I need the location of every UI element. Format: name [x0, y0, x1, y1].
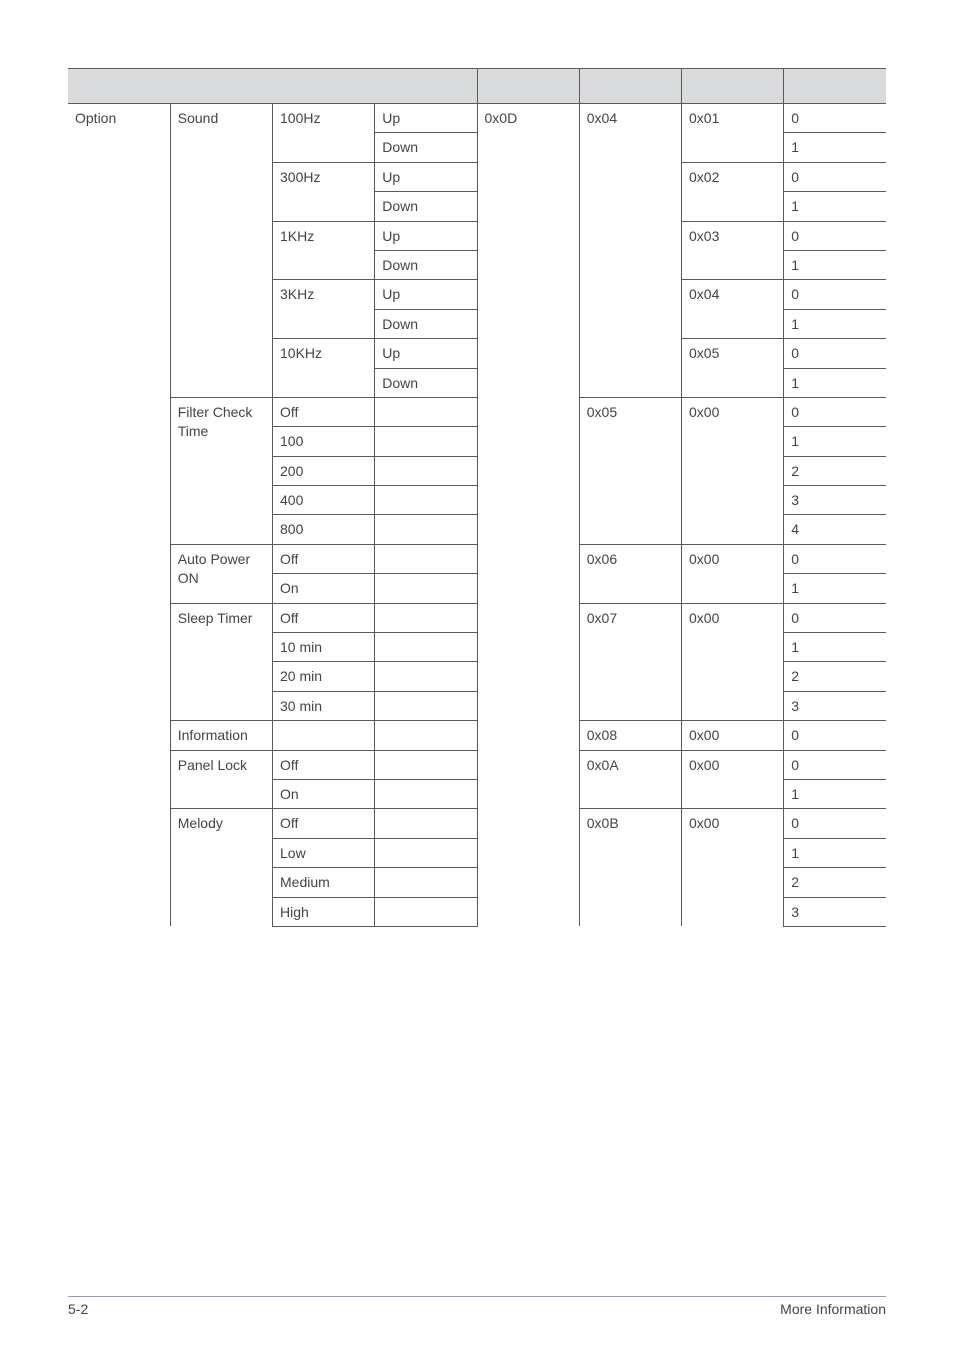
value-cell: 0 [784, 544, 886, 573]
item-melody-cell: Melody [170, 809, 272, 927]
empty-cell [375, 721, 477, 750]
code-cell: 0x05 [682, 339, 784, 398]
empty-cell [375, 633, 477, 662]
option-cell: 800 [273, 515, 375, 544]
group-option-cell: Option [75, 110, 117, 126]
empty-cell [375, 486, 477, 515]
value-cell: 3 [784, 486, 886, 515]
value-cell: 2 [784, 868, 886, 897]
section-title: More Information [780, 1301, 886, 1317]
sub-cmd-cell: 0x0A [579, 750, 681, 809]
empty-cell [375, 868, 477, 897]
value-cell: 4 [784, 515, 886, 544]
value-cell: 0 [784, 104, 886, 133]
direction-cell: Down [375, 309, 477, 338]
value-cell: 0 [784, 162, 886, 191]
option-cell: High [273, 897, 375, 926]
header-cell-cmd3 [682, 69, 784, 104]
option-cell: Off [273, 397, 375, 426]
item-panel-lock-cell: Panel Lock [170, 750, 272, 809]
band-cell: 100Hz [273, 104, 375, 163]
code-cell: 0x00 [682, 809, 784, 927]
option-cell: Off [273, 603, 375, 632]
footer-divider [68, 1296, 886, 1297]
table-header-row [68, 69, 886, 104]
option-cell: Low [273, 838, 375, 867]
empty-cell [375, 809, 477, 838]
code-cell: 0x00 [682, 603, 784, 721]
code-cell: 0x03 [682, 221, 784, 280]
code-cell: 0x01 [682, 104, 784, 163]
sub-cmd-cell: 0x05 [579, 397, 681, 544]
option-cell: On [273, 574, 375, 603]
empty-cell [375, 838, 477, 867]
value-cell: 0 [784, 721, 886, 750]
cmd-0x0d-cell: 0x0D [477, 104, 579, 927]
option-cell: Medium [273, 868, 375, 897]
option-cell: Off [273, 809, 375, 838]
empty-cell [375, 662, 477, 691]
value-cell: 1 [784, 309, 886, 338]
empty-cell [375, 779, 477, 808]
option-cell: 200 [273, 456, 375, 485]
code-cell: 0x00 [682, 397, 784, 544]
header-cell-cmd1 [477, 69, 579, 104]
code-cell: 0x00 [682, 750, 784, 809]
value-cell: 0 [784, 339, 886, 368]
value-cell: 0 [784, 750, 886, 779]
direction-cell: Up [375, 280, 477, 309]
empty-cell [375, 574, 477, 603]
sub-cmd-cell: 0x0B [579, 809, 681, 927]
item-filter-check-time-cell: Filter Check Time [170, 397, 272, 544]
value-cell: 1 [784, 368, 886, 397]
option-cell: 20 min [273, 662, 375, 691]
value-cell: 1 [784, 633, 886, 662]
value-cell: 0 [784, 809, 886, 838]
empty-cell [375, 691, 477, 720]
value-cell: 0 [784, 280, 886, 309]
value-cell: 1 [784, 779, 886, 808]
code-cell: 0x00 [682, 544, 784, 603]
value-cell: 1 [784, 427, 886, 456]
code-cell: 0x00 [682, 721, 784, 750]
band-cell: 1KHz [273, 221, 375, 280]
empty-cell [375, 515, 477, 544]
value-cell: 1 [784, 838, 886, 867]
value-cell: 0 [784, 221, 886, 250]
sub-cmd-cell: 0x06 [579, 544, 681, 603]
header-cell-cmd2 [579, 69, 681, 104]
empty-cell [375, 456, 477, 485]
code-cell: 0x04 [682, 280, 784, 339]
value-cell: 3 [784, 691, 886, 720]
page-number: 5-2 [68, 1301, 89, 1317]
sub-cmd-cell: 0x08 [579, 721, 681, 750]
option-cell: 400 [273, 486, 375, 515]
item-information-cell: Information [170, 721, 272, 750]
band-cell: 300Hz [273, 162, 375, 221]
value-cell: 2 [784, 456, 886, 485]
band-cell: 10KHz [273, 339, 375, 398]
direction-cell: Down [375, 133, 477, 162]
empty-cell [375, 750, 477, 779]
value-cell: 2 [784, 662, 886, 691]
direction-cell: Down [375, 250, 477, 279]
option-cell: On [273, 779, 375, 808]
empty-cell [375, 397, 477, 426]
direction-cell: Up [375, 162, 477, 191]
value-cell: 0 [784, 397, 886, 426]
value-cell: 1 [784, 133, 886, 162]
item-sleep-timer-cell: Sleep Timer [170, 603, 272, 721]
empty-cell [375, 427, 477, 456]
header-cell-function [68, 69, 477, 104]
sub-cmd-cell: 0x04 [579, 104, 681, 398]
option-cell: Off [273, 750, 375, 779]
empty-cell [375, 603, 477, 632]
option-cell: 30 min [273, 691, 375, 720]
header-cell-value [784, 69, 886, 104]
direction-cell: Up [375, 339, 477, 368]
value-cell: 0 [784, 603, 886, 632]
sub-cmd-cell: 0x07 [579, 603, 681, 721]
empty-cell [375, 897, 477, 926]
value-cell: 1 [784, 192, 886, 221]
band-cell: 3KHz [273, 280, 375, 339]
value-cell: 3 [784, 897, 886, 926]
direction-cell: Up [375, 104, 477, 133]
value-cell: 1 [784, 250, 886, 279]
item-sound-cell: Sound [170, 104, 272, 398]
option-cell: 10 min [273, 633, 375, 662]
command-table [68, 68, 886, 927]
value-cell: 1 [784, 574, 886, 603]
direction-cell: Down [375, 368, 477, 397]
direction-cell: Up [375, 221, 477, 250]
option-cell: 100 [273, 427, 375, 456]
option-cell: Off [273, 544, 375, 573]
code-cell: 0x02 [682, 162, 784, 221]
item-auto-power-on-cell: Auto Power ON [170, 544, 272, 603]
table-row [68, 104, 886, 133]
empty-cell [375, 544, 477, 573]
empty-cell [273, 721, 375, 750]
direction-cell: Down [375, 192, 477, 221]
